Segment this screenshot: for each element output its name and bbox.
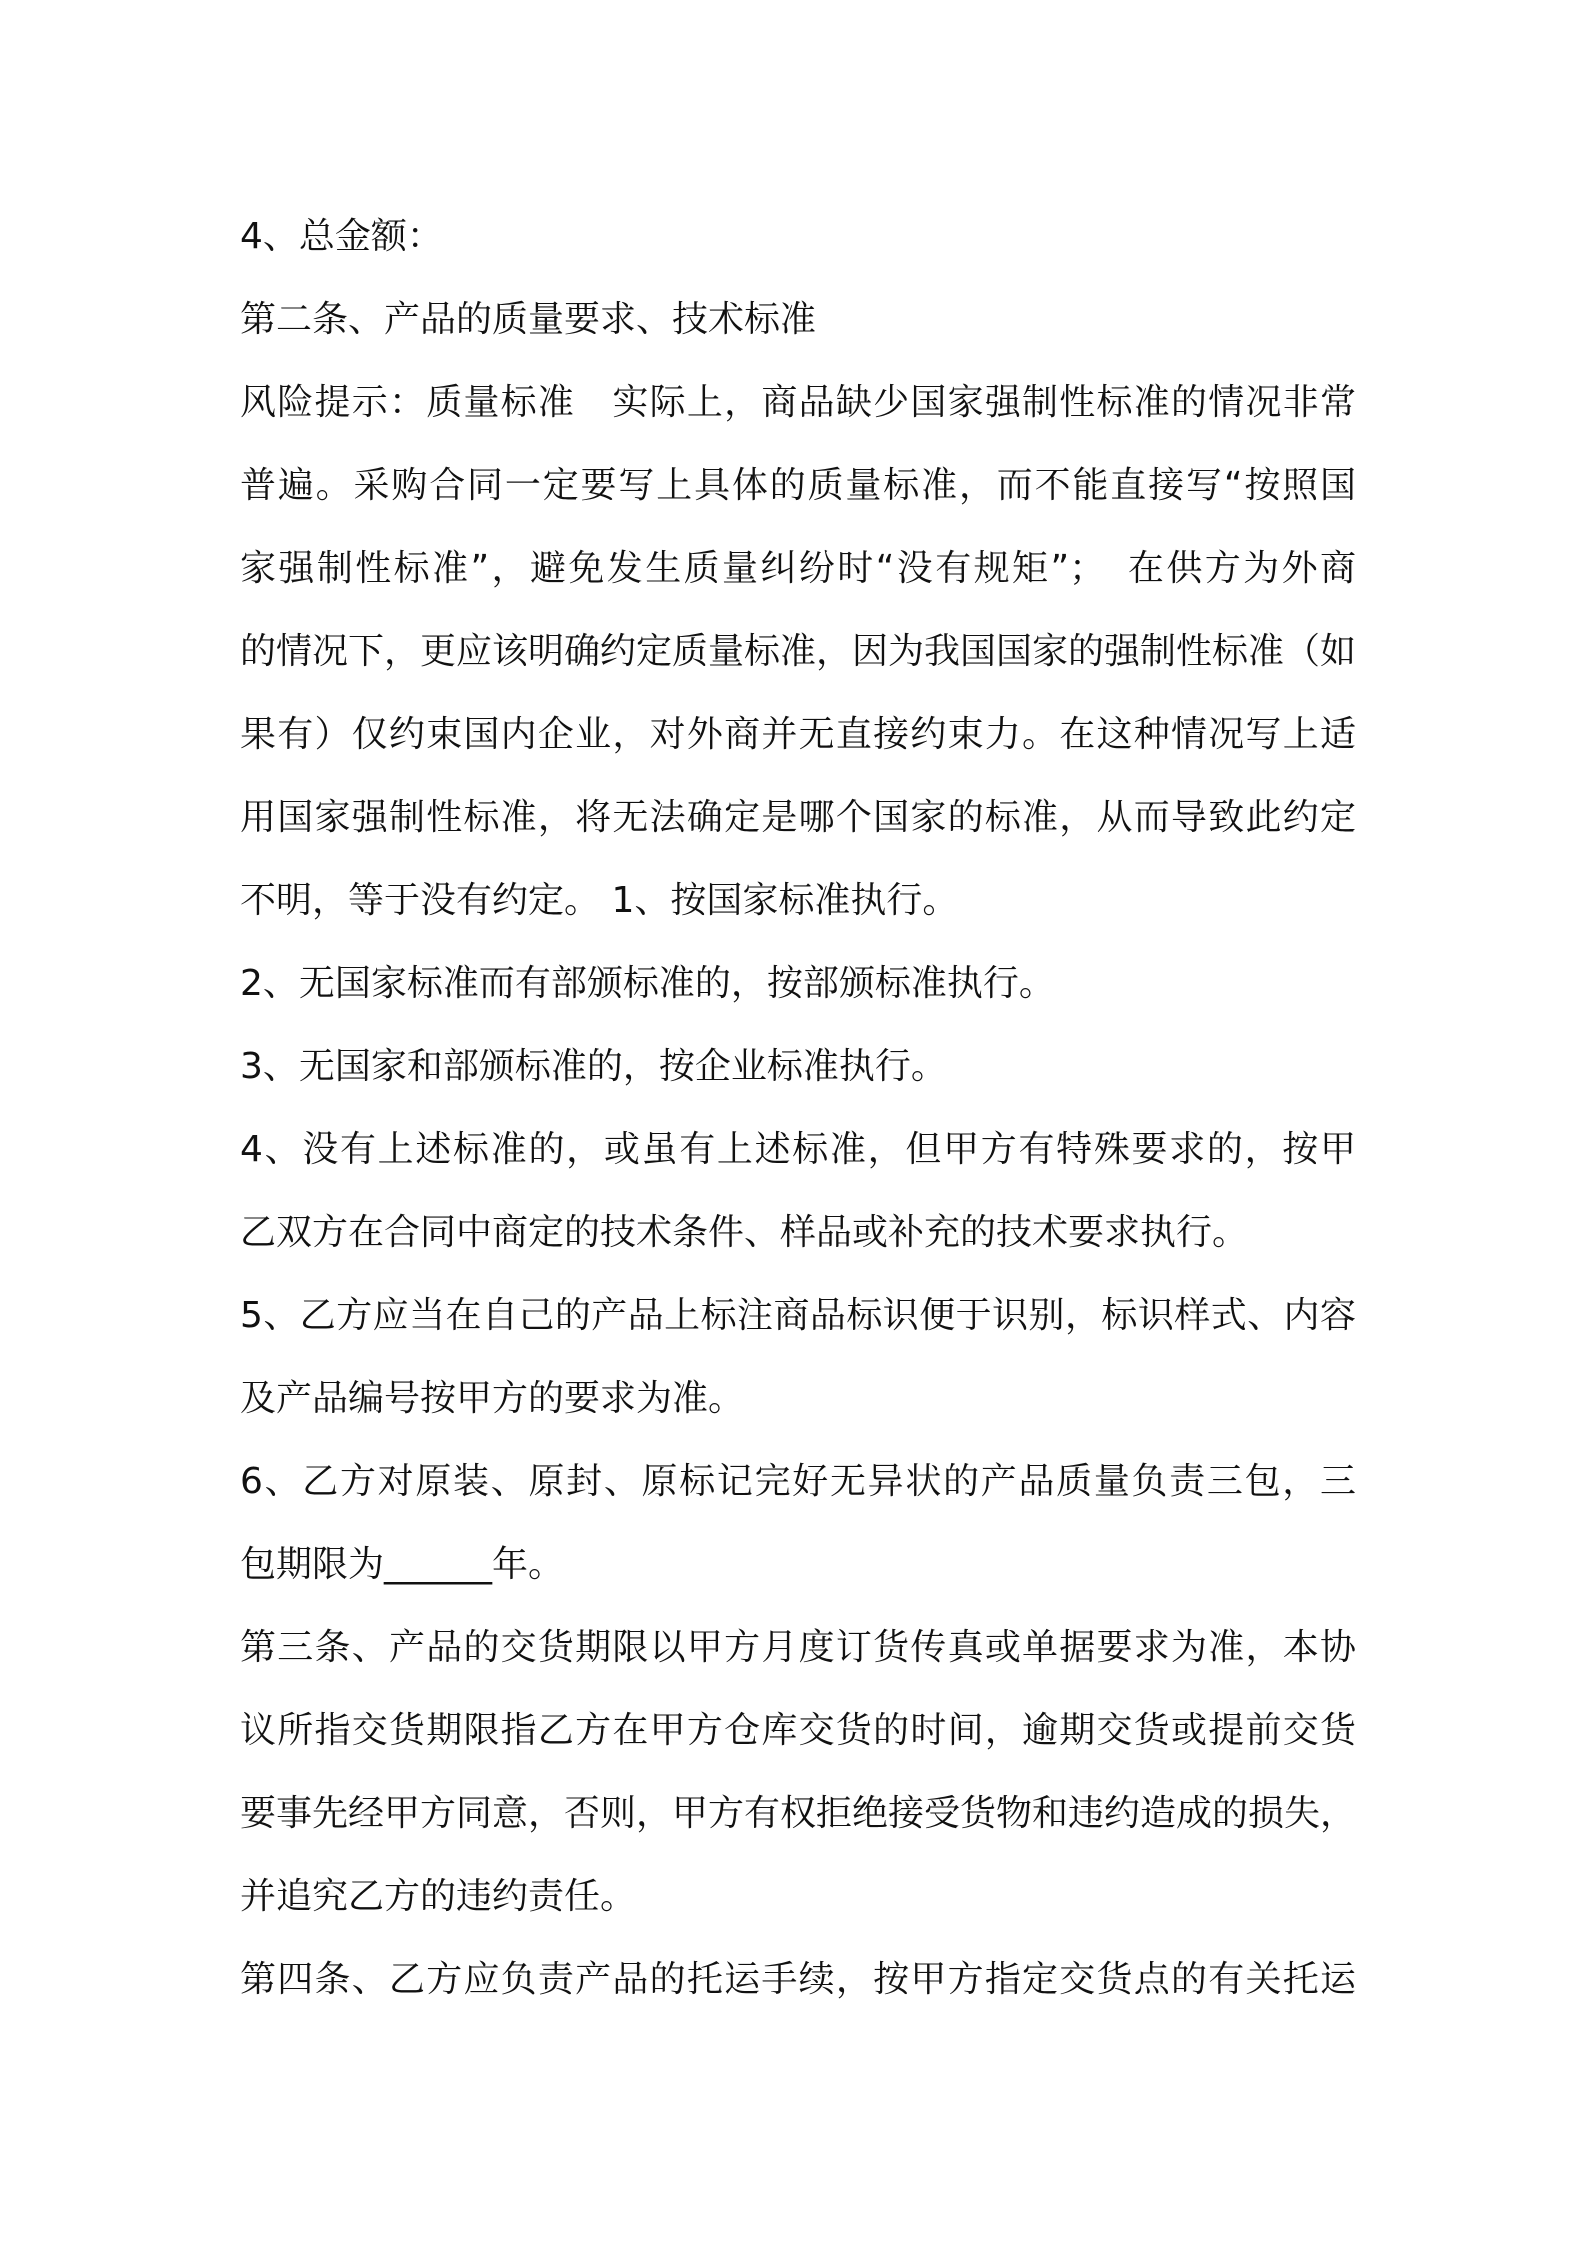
article-3-line-2: 议所指交货期限指乙方在甲方仓库交货的时间，逾期交货或提前交货	[240, 1710, 1356, 1751]
clause-2-item-4-line-2: 乙双方在合同中商定的技术条件、样品或补充的技术要求执行。	[240, 1212, 1249, 1253]
clause-2-item-2: 2、无国家标准而有部颁标准的，按部颁标准执行。	[240, 963, 1055, 1004]
clause-2-item-5-line-1: 5、乙方应当在自己的产品上标注商品标识便于识别，标识样式、内容	[240, 1295, 1356, 1336]
article-4-line-1: 第四条、乙方应负责产品的托运手续，按甲方指定交货点的有关托运	[240, 1959, 1356, 2000]
text-line-total-amount: 4、总金额：	[240, 216, 443, 257]
clause-2-item-6-line-2: 包期限为______年。	[240, 1544, 565, 1585]
risk-notice-line-4: 的情况下，更应该明确约定质量标准，因为我国国家的强制性标准（如	[240, 631, 1357, 672]
risk-notice-line-6: 用国家强制性标准，将无法确定是哪个国家的标准，从而导致此约定	[240, 797, 1356, 838]
clause-2-item-3: 3、无国家和部颁标准的，按企业标准执行。	[240, 1046, 947, 1087]
risk-notice-line-7: 不明，等于没有约定。 1、按国家标准执行。	[240, 880, 959, 921]
article-3-line-4: 并追究乙方的违约责任。	[240, 1876, 637, 1917]
article-3-line-1: 第三条、产品的交货期限以甲方月度订货传真或单据要求为准，本协	[240, 1627, 1356, 1668]
clause-2-item-4-line-1: 4、没有上述标准的，或虽有上述标准，但甲方有特殊要求的，按甲	[240, 1129, 1356, 1170]
risk-notice-line-2: 普遍。采购合同一定要写上具体的质量标准，而不能直接写“按照国	[240, 465, 1356, 506]
risk-notice-line-1: 风险提示：质量标准 实际上，商品缺少国家强制性标准的情况非常	[240, 382, 1356, 423]
document-body	[240, 195, 1356, 2021]
risk-notice-line-5: 果有）仅约束国内企业，对外商并无直接约束力。在这种情况写上适	[240, 714, 1356, 755]
clause-2-item-6-line-1: 6、乙方对原装、原封、原标记完好无异状的产品质量负责三包，三	[240, 1461, 1356, 1502]
article-2-heading: 第二条、产品的质量要求、技术标准	[240, 299, 817, 340]
article-3-line-3: 要事先经甲方同意，否则，甲方有权拒绝接受货物和违约造成的损失，	[240, 1793, 1357, 1834]
risk-notice-line-3: 家强制性标准”，避免发生质量纠纷时“没有规矩”； 在供方为外商	[240, 548, 1356, 589]
clause-2-item-5-line-2: 及产品编号按甲方的要求为准。	[240, 1378, 745, 1419]
